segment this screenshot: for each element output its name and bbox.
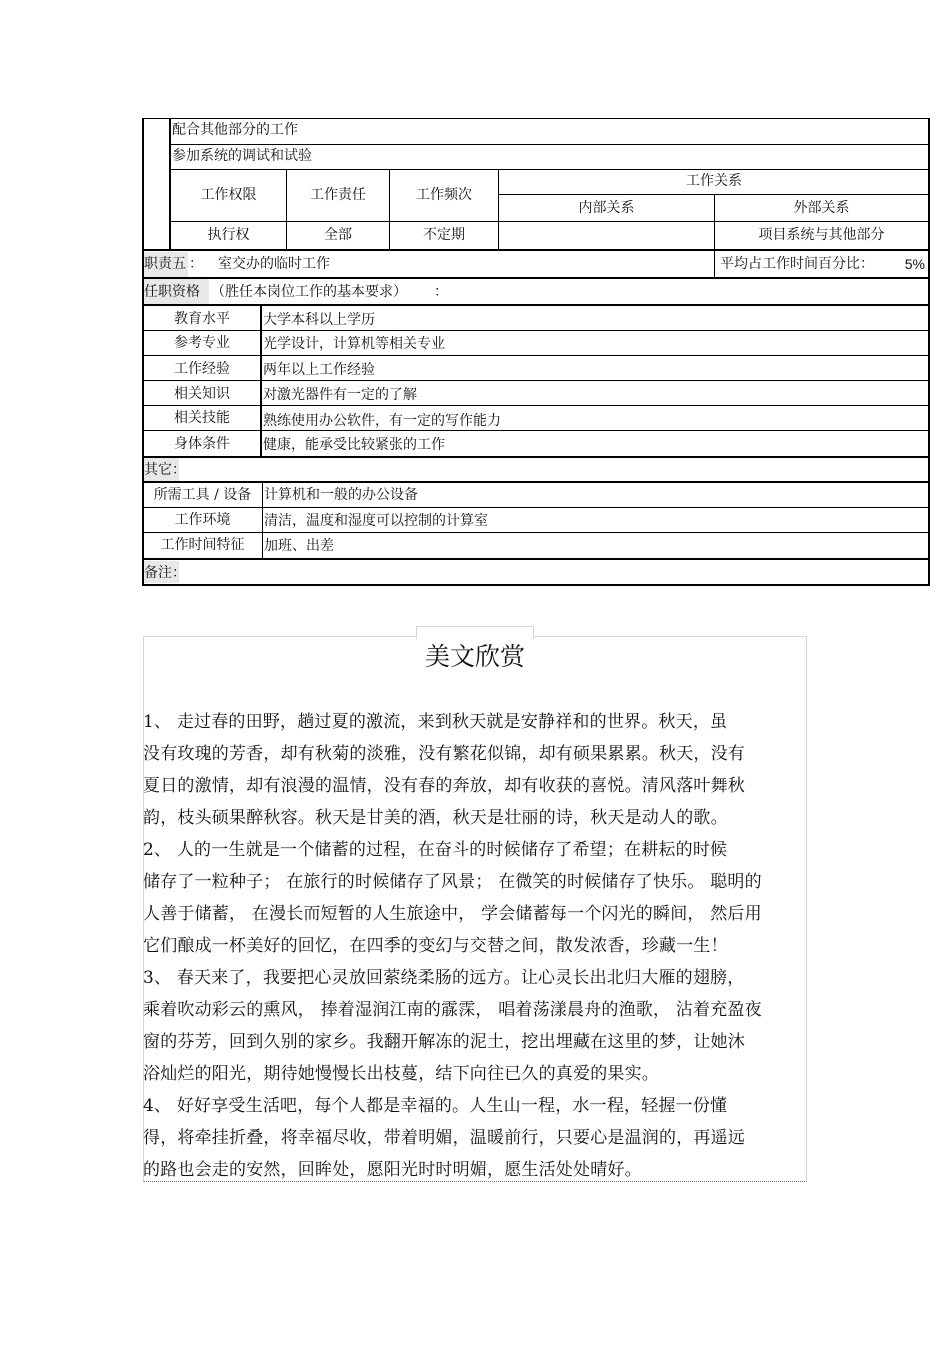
task-2-text: 参加系统的调试和试验 xyxy=(172,148,312,164)
qual-label: 身体条件 xyxy=(174,436,230,452)
rule xyxy=(143,277,929,279)
qual-label: 教育水平 xyxy=(174,311,230,327)
cell-frequency: 不定期 xyxy=(423,227,465,243)
header-relations: 工作关系 xyxy=(686,173,742,189)
rule xyxy=(143,532,929,533)
header-external: 外部关系 xyxy=(793,200,850,216)
essay-line: 1、 走过春的田野，趟过夏的激流，来到秋天就是安静祥和的世界。秋天，虽 xyxy=(143,712,728,732)
essay-line: 浴灿烂的阳光，期待她慢慢长出枝蔓，结下向往已久的真爱的果实。 xyxy=(143,1064,659,1084)
rule xyxy=(143,507,929,508)
rule xyxy=(143,558,929,560)
other-item-value: 计算机和一般的办公设备 xyxy=(264,487,418,503)
task-1-text: 配合其他部分的工作 xyxy=(172,122,298,138)
duty5-label: 职责五 xyxy=(144,256,186,272)
rule xyxy=(262,482,263,559)
cell-responsibility: 全部 xyxy=(324,227,352,243)
percent-label: 平均占工作时间百分比： xyxy=(720,256,874,272)
cell-authority: 执行权 xyxy=(207,227,250,243)
duty5-text: 室交办的临时工作 xyxy=(218,256,330,272)
qual-label: 工作经验 xyxy=(174,361,230,377)
qual-label: 相关知识 xyxy=(174,386,230,402)
other-item-label: 工作环境 xyxy=(174,512,231,528)
rule xyxy=(143,118,929,119)
qual-value: 大学本科以上学历 xyxy=(263,312,375,328)
essay-line: 没有玫瑰的芳香，却有秋菊的淡雅，没有繁花似锦，却有硕果累累。秋天，没有 xyxy=(143,744,745,764)
qual-value: 光学设计，计算机等相关专业 xyxy=(263,336,445,352)
essay-title: 美文欣赏 xyxy=(424,642,525,671)
essay-line: 3、 春天来了，我要把心灵放回萦绕柔肠的远方。让心灵长出北归大雁的翅膀， xyxy=(143,968,745,988)
other-item-label: 所需工具 / 设备 xyxy=(153,487,252,503)
qual-label: 参考专业 xyxy=(174,335,230,351)
rule xyxy=(143,456,929,458)
essay-frame-tab xyxy=(416,626,534,639)
header-authority: 工作权限 xyxy=(200,187,257,203)
header-responsibility: 工作责任 xyxy=(310,187,366,203)
essay-line: 2、 人的一生就是一个储蓄的过程，在奋斗的时候储存了希望；在耕耘的时候 xyxy=(143,840,728,860)
qualifications-note: （胜任本岗位工作的基本要求） xyxy=(211,284,407,300)
rule xyxy=(170,221,929,222)
header-frequency: 工作频次 xyxy=(416,187,472,203)
remarks-label: 备注： xyxy=(144,565,186,581)
rule xyxy=(143,249,929,251)
essay-line: 它们酿成一杯美好的回忆，在四季的变幻与交替之间，散发浓香，珍藏一生！ xyxy=(143,936,728,956)
cell-external: 项目系统与其他部分 xyxy=(758,227,885,243)
qual-value: 对激光器件有一定的了解 xyxy=(263,387,417,403)
other-label: 其它： xyxy=(144,462,186,478)
essay-line: 的路也会走的安然，回眸处，愿阳光时时明媚，愿生活处处晴好。 xyxy=(143,1160,642,1180)
essay-line: 得，将牵挂折叠，将幸福尽收，带着明媚，温暖前行，只要心是温润的，再遥远 xyxy=(143,1128,745,1148)
qual-label: 相关技能 xyxy=(174,410,230,426)
rule xyxy=(143,481,929,483)
rule xyxy=(260,305,262,456)
other-item-value: 清洁，温度和湿度可以控制的计算室 xyxy=(264,513,488,529)
other-item-label: 工作时间特征 xyxy=(160,537,245,553)
qual-value: 熟练使用办公软件，有一定的写作能力 xyxy=(263,413,501,429)
essay-line: 储存了一粒种子； 在旅行的时候储存了风景； 在微笑的时候储存了快乐。 聪明的 xyxy=(143,872,762,892)
qual-value: 两年以上工作经验 xyxy=(263,362,375,378)
header-internal: 内部关系 xyxy=(578,200,635,216)
essay-line: 乘着吹动彩云的熏风， 捧着湿润江南的霡霂， 唱着荡漾晨舟的渔歌， 沾着充盈夜 xyxy=(143,1000,762,1020)
qualifications-colon: ： xyxy=(434,284,448,300)
essay-line: 人善于储蓄， 在漫长而短暂的人生旅途中， 学会储蓄每一个闪光的瞬间， 然后用 xyxy=(143,904,762,924)
other-item-value: 加班、出差 xyxy=(264,538,334,554)
qualifications-label: 任职资格 xyxy=(144,284,200,300)
rule xyxy=(170,169,929,170)
essay-line: 韵，枝头硕果醉秋容。秋天是甘美的酒，秋天是壮丽的诗，秋天是动人的歌。 xyxy=(143,808,728,828)
percent-value: 5% xyxy=(904,256,925,272)
essay-line: 夏日的激情，却有浪漫的温情，没有春的奔放，却有收获的喜悦。清风落叶舞秋 xyxy=(143,776,745,796)
rule xyxy=(170,144,929,145)
qual-value: 健康，能承受比较紧张的工作 xyxy=(263,437,445,453)
rule xyxy=(143,584,929,586)
essay-line: 窗的芬芳，回到久别的家乡。我翻开解冻的泥土，挖出埋藏在这里的梦，让她沐 xyxy=(143,1032,745,1052)
duty5-colon: ： xyxy=(189,256,203,272)
essay-line: 4、 好好享受生活吧，每个人都是幸福的。人生山一程，水一程，轻握一份懂 xyxy=(143,1096,728,1116)
